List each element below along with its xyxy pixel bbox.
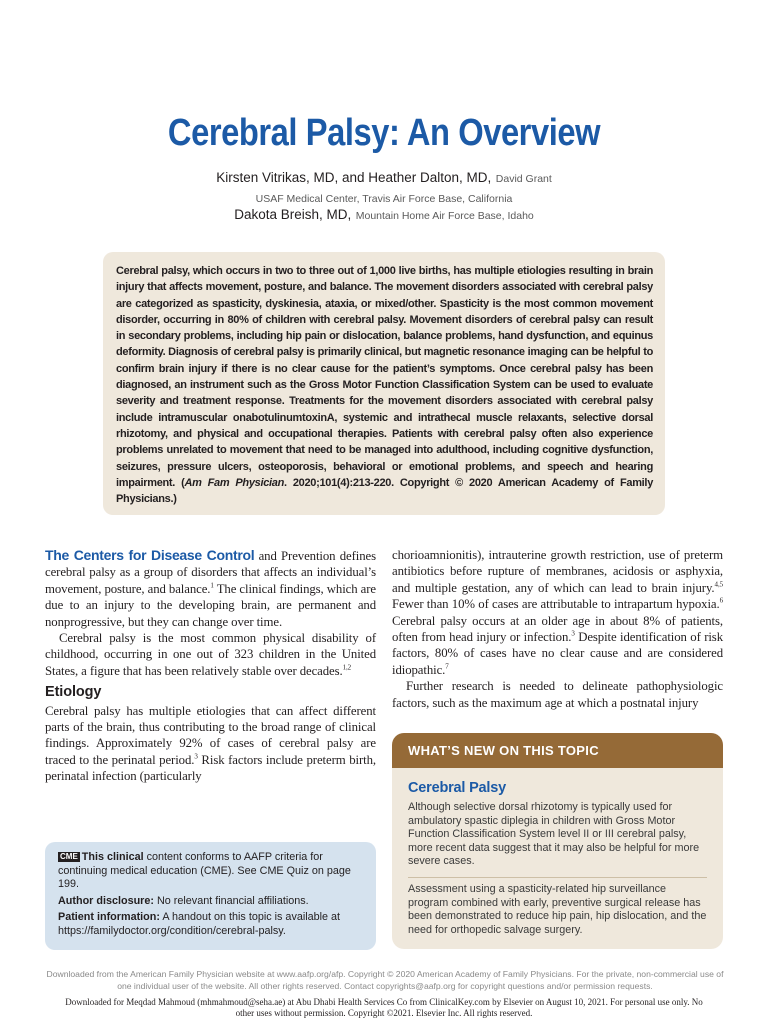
- abstract-citation: . 2020;101(4):213-220. Copyright © 2020 American Academy of Family Physicians.): [116, 476, 654, 506]
- body-paragraph: [45, 547, 376, 630]
- cme-lead: This clinical: [81, 851, 144, 863]
- patient-information: [58, 911, 364, 938]
- body-paragraph: [45, 630, 376, 679]
- body-column-right: [392, 547, 723, 711]
- paragraph-text: chorioamnionitis), intrauterine growth restriction, use of preterm antibiotics before rupture of membranes, acidosis or asphyxia, and multiple gestation, any of which can lead to brain injury.: [392, 548, 723, 595]
- body-paragraph: [392, 547, 723, 678]
- patient-info-text: A handout on this topic is available at https://familydoctor.org/condition/cerebral-palsy.: [58, 911, 341, 937]
- patient-info-label: Patient information:: [58, 911, 160, 924]
- abstract-body: Cerebral palsy, which occurs in two to three out of 1,000 live births, has multiple etiologies resulting in brain injury that affects movement, posture, and balance. The movement disorders associated with cerebral palsy are categorized as spasticity, dyskinesia, ataxia, or mixed/other. Spasticity is the most common movement disorder, occurring in 80% of children with cerebral palsy. Movement disorders of cerebral palsy can result in secondary problems, including hip pain or dislocation, balance problems, hand dysfunction, and equinus deformity. Diagnosis of cerebral palsy is primarily clinical, but magnetic resonance imaging can be helpful to confirm brain injury if there is no clear cause for the patient’s symptoms. Once cerebral palsy has been diagnosed, an instrument such as the Gross Motor Function Classification System can be used to evaluate severity and treatment response. Treatments for the movement disorders associated with cerebral palsy include intramuscular onabotulinumtoxinA, systemic and intrathecal muscle relaxants, selective dorsal rhizotomy, and physical and occupational therapies. Patients with cerebral palsy often also experience problems unrelated to movement that need to be managed into adulthood, including cognitive dysfunction, seizures, pressure ulcers, osteoporosis, behavioral or emotional problems, and speech and hearing impairment. (: [116, 265, 653, 489]
- reference-marker: 1,2: [342, 663, 352, 672]
- divider: [408, 877, 707, 878]
- copyright-footer: Downloaded from the American Family Physician website at www.aafp.org/afp. Copyright © 2020 American Academy of Family Physicians. For the private, non-commercial use of one individual user of the website. All other rights reserved. Contact copyrights@aafp.org for copyright questions and/or permission requests.: [46, 969, 724, 991]
- disclosure-text: No relevant financial affiliations.: [153, 894, 309, 907]
- reference-marker: 6: [719, 596, 723, 605]
- cme-text: content conforms to AAFP criteria for continuing medical education (CME). See CME Quiz on page 199.: [58, 851, 351, 891]
- reference-marker: 1: [210, 581, 214, 590]
- author-affiliation: David Grant: [495, 173, 552, 185]
- lead-in: The Centers for Disease Control: [45, 547, 255, 563]
- download-stamp: Downloaded for Meqdad Mahmoud (mhmahmoud@seha.ae) at Abu Dhabi Health Services Co from ClinicalKey.com by Elsevier on August 10, 2021. For personal use only. No other uses without permission. Copyright ©2021. Elsevier Inc. All rights reserved.: [65, 997, 703, 1018]
- whats-new-paragraph-2: Assessment using a spasticity-related hip surveillance program combined with early, preventive surgical release has been demonstrated to reduce hip pain, hip dislocation, and the need for orthopedic salvage surgery.: [408, 882, 707, 936]
- author-name-3: Dakota Breish, MD,: [234, 207, 352, 222]
- disclosure-label: Author disclosure:: [58, 894, 154, 907]
- authors-line-2: [0, 206, 768, 224]
- author-disclosure: [58, 895, 364, 909]
- whats-new-paragraph-1: Although selective dorsal rhizotomy is typically used for ambulatory spastic diplegia in children with Gross Motor Function Classification System level II or III cerebral palsy, more recent data suggest that it may also be helpful for more severe cases.: [408, 801, 700, 868]
- article-title: Cerebral Palsy: An Overview: [167, 112, 601, 154]
- paragraph-text: Cerebral palsy has multiple etiologies that can affect different parts of the brain, thus contributing to the broad range of clinical findings. Approximately 92% of cases of cerebral palsy are traced to the perinatal period.: [45, 703, 376, 767]
- journal-name: Am Fam Physician: [184, 476, 285, 489]
- section-heading-etiology: Etiology: [45, 684, 102, 701]
- authors-line: [0, 169, 768, 187]
- paragraph-text: Risk factors include preterm birth, perinatal infection (particularly: [45, 752, 376, 784]
- paragraph-text: Cerebral palsy is the most common physical disability of childhood, occurring in one out of 323 children in the United States, a figure that has been relatively stable over decades.: [45, 631, 376, 678]
- whats-new-subtitle: Cerebral Palsy: [408, 780, 506, 796]
- reference-marker: 4,5: [714, 580, 723, 589]
- cme-badge: CME: [60, 852, 78, 861]
- author-names: Kirsten Vitrikas, MD, and Heather Dalton, MD,: [216, 170, 492, 185]
- body-paragraph: Further research is needed to delineate pathophysiologic factors, such as the maximum age at which a postnatal injury: [392, 679, 723, 710]
- whats-new-box: [392, 733, 723, 949]
- author-affiliation-2: USAF Medical Center, Travis Air Force Base, California: [255, 193, 513, 205]
- paragraph-text: Despite identification of risk factors, 80% of cases have no clear cause and are considered idiopathic.: [392, 630, 723, 677]
- cme-statement: [58, 851, 364, 892]
- whats-new-header: WHAT’S NEW ON THIS TOPIC: [392, 733, 723, 768]
- body-column-left: [45, 547, 376, 785]
- reference-marker: 3: [194, 752, 198, 761]
- body-paragraph: [45, 703, 376, 785]
- affiliation-line: [0, 189, 768, 207]
- paragraph-text: Cerebral palsy occurs at an older age in about 8% of patients, often from head injury or infection.: [392, 613, 723, 645]
- author-affiliation-3: Mountain Home Air Force Base, Idaho: [355, 210, 534, 222]
- paragraph-text: Fewer than 10% of cases are attributable to intrapartum hypoxia.: [392, 597, 720, 612]
- cme-box: [45, 842, 376, 950]
- abstract-text: [116, 263, 653, 507]
- reference-marker: 3: [571, 629, 575, 638]
- reference-marker: 7: [445, 662, 449, 671]
- abstract-box: [103, 252, 665, 515]
- paragraph-text: and Prevention defines cerebral palsy as a group of disorders that affects an individual’s movement, posture, and balance.: [45, 549, 377, 596]
- paragraph-text: The clinical findings, which are due to an injury to the developing brain, are permanent and nonprogressive, but they can change over time.: [45, 581, 376, 629]
